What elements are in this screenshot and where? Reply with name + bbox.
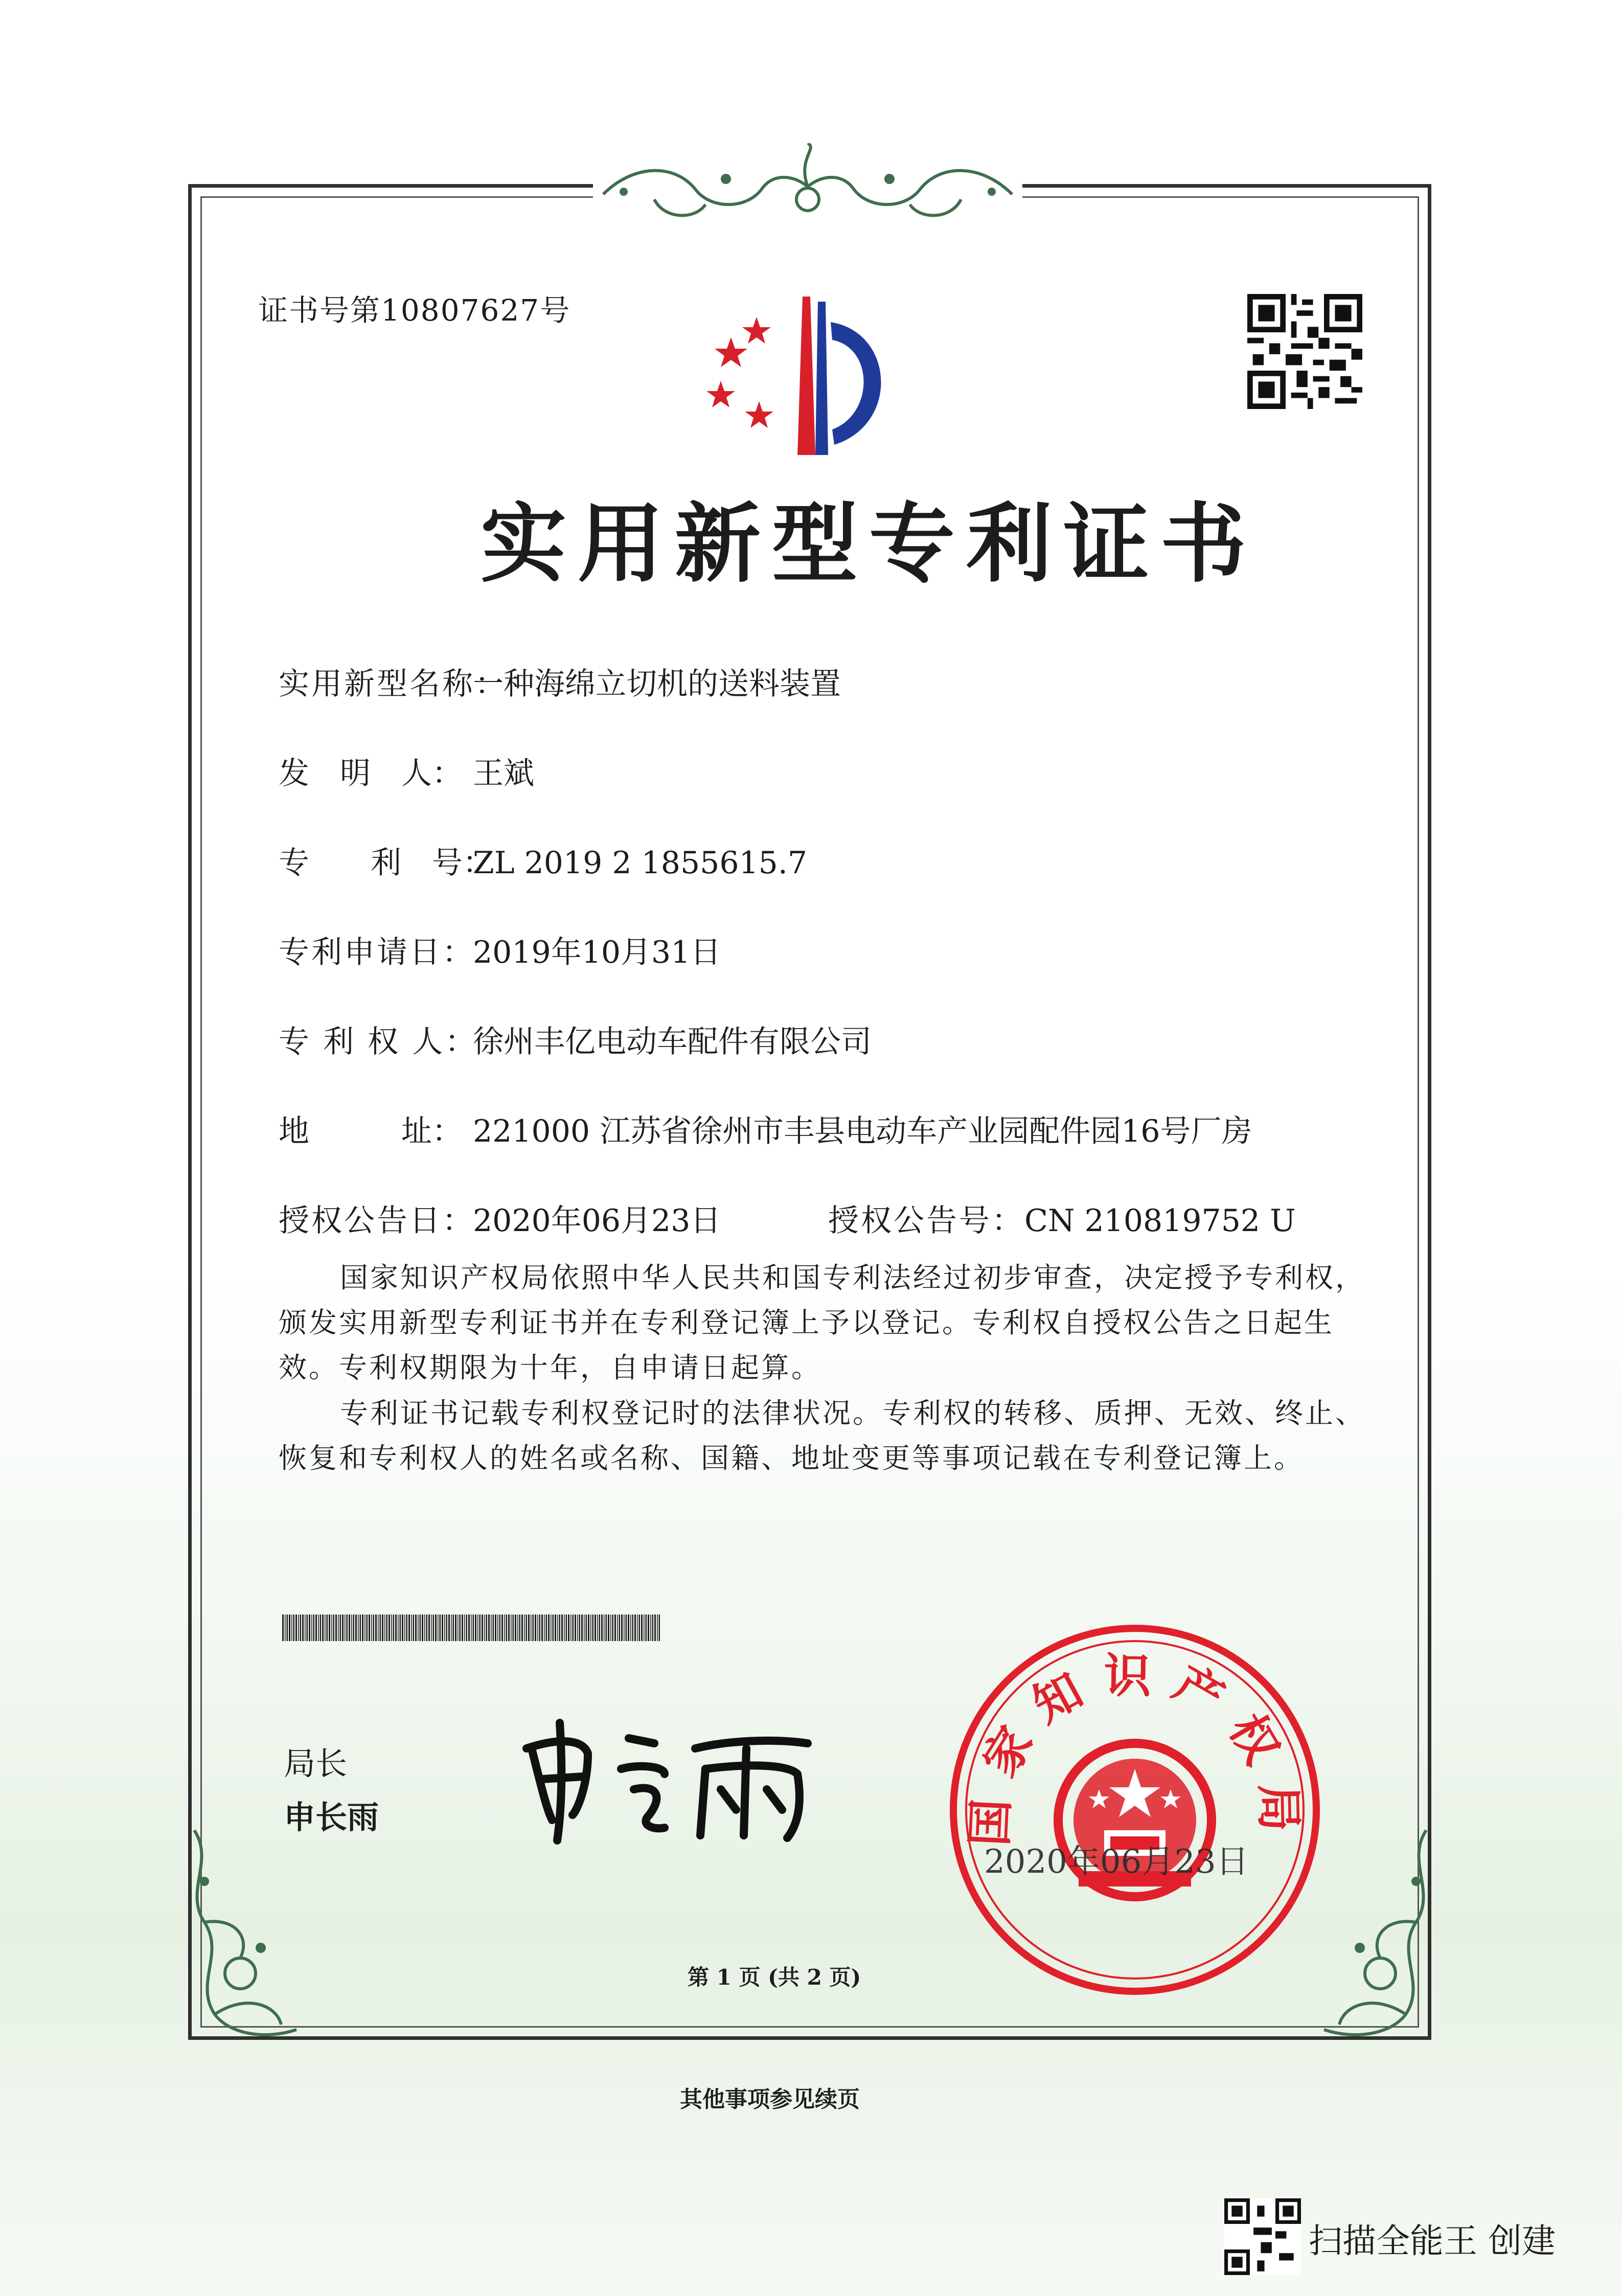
- field-address: [279, 1107, 1252, 1151]
- field-inventor: [279, 749, 534, 793]
- field-label: 专 利 号：: [279, 845, 493, 881]
- continuation-note: 其他事项参见续页: [680, 2086, 860, 2112]
- body-paragraph-2: 专利证书记载专利权登记时的法律状况。专利权的转移、质押、无效、终止、恢复和专利权人的姓名或名称、国籍、地址变更等事项记载在专利登记簿上。: [279, 1397, 1366, 1474]
- field-grant-number: [828, 1196, 1296, 1240]
- seal-text-path: 国家知识产权局: [962, 1648, 1307, 1851]
- field-value: 一种海绵立切机的送料装置: [473, 666, 841, 702]
- certificate-number: 证书号第10807627号: [258, 293, 571, 328]
- director-title: 局长: [284, 1745, 348, 1782]
- field-value: 徐州丰亿电动车配件有限公司: [473, 1024, 872, 1060]
- official-seal: [941, 1616, 1329, 2004]
- field-patent-holder: [279, 1017, 872, 1061]
- field-label: 专利申请日：: [279, 935, 475, 970]
- field-grant-date: [279, 1196, 721, 1240]
- barcode: [282, 1615, 660, 1641]
- field-value: 2019年10月31日: [473, 935, 721, 970]
- field-label: 实用新型名称：: [279, 666, 508, 702]
- field-utility-model-name: [279, 660, 841, 703]
- field-value: CN 210819752 U: [1024, 1203, 1296, 1239]
- field-label: 专 利 权 人：: [279, 1024, 478, 1060]
- field-value: 2020年06月23日: [473, 1203, 721, 1239]
- field-application-date: [279, 928, 721, 972]
- scanner-watermark-text: 扫描全能王 创建: [1309, 2221, 1556, 2261]
- cnipa-logo: [700, 291, 915, 465]
- handwritten-signature: [511, 1713, 838, 1846]
- top-ornament: [593, 143, 1022, 230]
- director-name: 申长雨: [284, 1799, 379, 1836]
- field-patent-number: [279, 838, 807, 882]
- page-number: 第 1 页 (共 2 页): [688, 1965, 861, 1990]
- field-label: 发 明 人：: [279, 756, 463, 791]
- seal-date: 2020年06月23日: [984, 1843, 1249, 1881]
- field-label: 授权公告日：: [279, 1203, 475, 1239]
- field-value: ZL 2019 2 1855615.7: [473, 845, 808, 881]
- field-value: 221000 江苏省徐州市丰县电动车产业园配件园16号厂房: [473, 1113, 1252, 1149]
- field-label: 地 址：: [279, 1113, 463, 1149]
- field-label: 授权公告号：: [828, 1203, 1024, 1239]
- scanner-qr-icon: [1224, 2198, 1301, 2275]
- body-paragraph-1: 国家知识产权局依照中华人民共和国专利法经过初步审查，决定授予专利权，颁发实用新型专利证书并在专利登记簿上予以登记。专利权自授权公告之日起生效。专利权期限为十年，自申请日起算。: [279, 1261, 1366, 1384]
- qr-code: [1247, 294, 1362, 409]
- certificate-title: 实用新型专利证书: [481, 494, 1258, 594]
- field-value: 王斌: [473, 756, 534, 791]
- bottom-left-ornament: [174, 1820, 327, 2055]
